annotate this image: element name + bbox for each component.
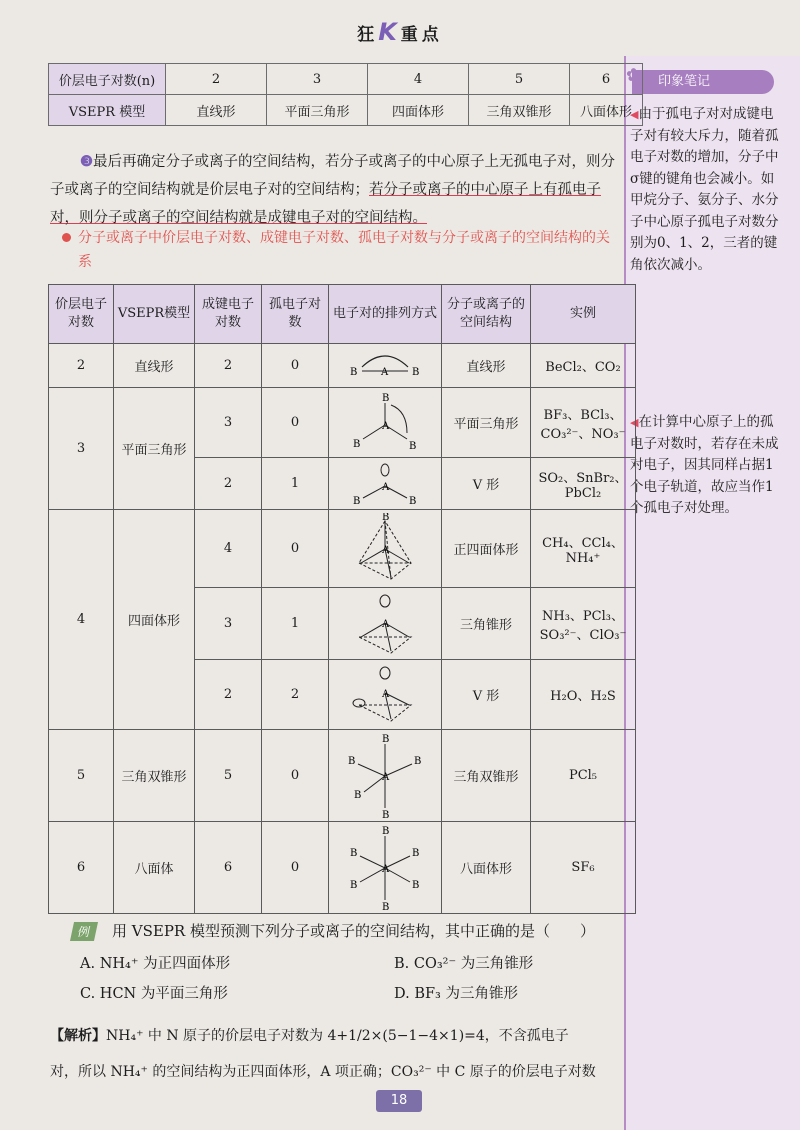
cell: 四面体形 bbox=[368, 95, 469, 126]
header-cell: 价层电子对数 bbox=[54, 297, 107, 330]
cell: 5 bbox=[469, 64, 570, 95]
page-header: 狂K重点 bbox=[357, 18, 443, 46]
cell: BeCl₂、CO₂ bbox=[531, 344, 636, 388]
header-cell: 孤电子对数 bbox=[268, 297, 321, 330]
cell: 三角双锥形 bbox=[114, 730, 195, 822]
cell: CH₄、CCl₄、NH₄⁺ bbox=[531, 510, 636, 588]
bent-arrangement-diagram bbox=[329, 458, 442, 510]
atom-a-label: A bbox=[382, 618, 390, 630]
atom-b-label: B bbox=[412, 847, 420, 859]
atom-b-label: B bbox=[350, 879, 358, 891]
atom-b-label: B bbox=[412, 366, 420, 378]
atom-a-label: A bbox=[382, 420, 390, 432]
row-head: VSEPR 模型 bbox=[49, 95, 166, 126]
cell: 2 bbox=[195, 458, 262, 510]
bipyramidal-diagram-svg bbox=[340, 734, 430, 818]
question-text: 用 VSEPR 模型预测下列分子或离子的空间结构，其中正确的是（ ） bbox=[112, 922, 595, 940]
analysis-block bbox=[50, 1018, 622, 1090]
bent-tetrahedral-svg bbox=[345, 663, 425, 727]
vsepr-summary-table bbox=[48, 63, 643, 126]
cell: 八面体 bbox=[114, 822, 195, 914]
linear-arrangement-diagram bbox=[329, 344, 442, 388]
analysis-line: NH₄⁺ 中 N 原子的价层电子对数为 4+1/2×(5−1−4×1)=4，不含孤电子 bbox=[106, 1028, 569, 1044]
cell: 三角锥形 bbox=[442, 588, 531, 660]
page-number: 18 bbox=[376, 1090, 422, 1112]
cell: 平面三角形 bbox=[267, 95, 368, 126]
atom-b-label: B bbox=[414, 755, 422, 767]
atom-b-label: B bbox=[409, 495, 417, 506]
atom-b-label: B bbox=[350, 366, 358, 378]
bipyramidal-arrangement-diagram bbox=[329, 730, 442, 822]
cell: 2 bbox=[166, 64, 267, 95]
cell: 6 bbox=[49, 822, 114, 914]
cell: 0 bbox=[262, 822, 329, 914]
trigonal-arrangement-diagram bbox=[329, 388, 442, 458]
octahedral-arrangement-diagram bbox=[329, 822, 442, 914]
example-badge: 例 bbox=[70, 922, 98, 941]
cell: SF₆ bbox=[531, 822, 636, 914]
bent-tetrahedral-diagram bbox=[329, 660, 442, 730]
side-note-1: ◀由于孤电子对对成键电子对有较大斥力，随着孤电子对数的增加，分子中σ键的键角也会减小。如甲烷分子、氨分子、水分子中心原子孤电子对数分别为0、1、2，三者的键角依次减小。 bbox=[630, 106, 779, 273]
header-cell: 电子对的排列方式 bbox=[332, 306, 437, 321]
table-row bbox=[49, 510, 636, 588]
cell: 0 bbox=[262, 344, 329, 388]
atom-a-label: A bbox=[382, 481, 390, 493]
cell: 2 bbox=[262, 660, 329, 730]
vsepr-relation-table bbox=[48, 284, 639, 914]
atom-b-label: B bbox=[354, 789, 362, 801]
cell: V 形 bbox=[442, 458, 531, 510]
cell: 1 bbox=[262, 588, 329, 660]
option-d: D. BF₃ 为三角锥形 bbox=[394, 986, 518, 1002]
cell: H₂O、H₂S bbox=[531, 660, 636, 730]
cell: PCl₅ bbox=[531, 730, 636, 822]
table-row bbox=[49, 388, 636, 458]
header-cell: 成键电子对数 bbox=[201, 297, 254, 330]
atom-a-label: A bbox=[382, 771, 390, 783]
tetrahedral-diagram-svg bbox=[345, 513, 425, 585]
cell: 平面三角形 bbox=[114, 388, 195, 510]
atom-b-label: B bbox=[350, 847, 358, 859]
analysis-label: 【解析】 bbox=[50, 1028, 106, 1044]
triangle-icon: ◀ bbox=[630, 108, 639, 121]
atom-a-label: A bbox=[382, 544, 390, 556]
atom-b-label: B bbox=[412, 879, 420, 891]
side-note-2: ◀在计算中心原子上的孤电子对数时，若存在未成对电子，因其同样占据1个电子轨道，故应当作1个孤电子对处理。 bbox=[630, 414, 779, 516]
analysis-line: 对，所以 NH₄⁺ 的空间结构为正四面体形，A 项正确；CO₃²⁻ 中 C 原子的价层电子对数 bbox=[50, 1064, 596, 1080]
atom-b-label: B bbox=[382, 809, 390, 818]
trigonal-diagram-svg bbox=[345, 391, 425, 455]
atom-a-label: A bbox=[382, 863, 390, 875]
cell: NH₃、PCl₃、SO₃²⁻、ClO₃⁻ bbox=[531, 588, 636, 660]
linear-diagram-svg bbox=[340, 349, 430, 383]
step-number: ❸ bbox=[80, 153, 93, 170]
badge-decoration-icon: ✿ bbox=[626, 65, 642, 86]
cell: 4 bbox=[49, 510, 114, 730]
cell: 正四面体形 bbox=[442, 510, 531, 588]
atom-a-label: A bbox=[381, 366, 389, 378]
cell: 6 bbox=[195, 822, 262, 914]
cell: SO₂、SnBr₂、PbCl₂ bbox=[531, 458, 636, 510]
header-cell: 分子或离子的空间结构 bbox=[446, 297, 525, 330]
atom-b-label: B bbox=[348, 755, 356, 767]
header-cell: 实例 bbox=[569, 306, 596, 321]
section-subheading: 分子或离子中价层电子对数、成键电子对数、孤电子对数与分子或离子的空间结构的关系 bbox=[78, 226, 623, 274]
header-cell: VSEPR模型 bbox=[117, 306, 191, 321]
cell: 4 bbox=[195, 510, 262, 588]
cell: 0 bbox=[262, 510, 329, 588]
cell: 3 bbox=[195, 388, 262, 458]
cell: 3 bbox=[267, 64, 368, 95]
cell: 0 bbox=[262, 730, 329, 822]
table-row bbox=[49, 344, 636, 388]
atom-b-label: B bbox=[353, 438, 361, 450]
cell: 5 bbox=[195, 730, 262, 822]
cell: 2 bbox=[195, 344, 262, 388]
cell: 直线形 bbox=[166, 95, 267, 126]
cell: 2 bbox=[49, 344, 114, 388]
cell: V 形 bbox=[442, 660, 531, 730]
option-b: B. CO₃²⁻ 为三角锥形 bbox=[394, 956, 534, 972]
notes-badge: ✿ 印象笔记 bbox=[632, 70, 774, 94]
cell: 四面体形 bbox=[114, 510, 195, 730]
cell: 平面三角形 bbox=[442, 388, 531, 458]
cell: 3 bbox=[195, 588, 262, 660]
option-c: C. HCN 为平面三角形 bbox=[80, 986, 228, 1002]
table-row bbox=[49, 730, 636, 822]
cell: 三角双锥形 bbox=[442, 730, 531, 822]
body-paragraph: ❸最后再确定分子或离子的空间结构，若分子或离子的中心原子上无孤电子对，则分子或离子的空间结构就是价层电子对的空间结构；若分子或离子的中心原子上有孤电子对，则分子或离子的空间结构就是成键电子对的空间结构。 bbox=[50, 153, 615, 226]
cell: 4 bbox=[368, 64, 469, 95]
atom-b-label: B bbox=[382, 733, 390, 745]
cell: 直线形 bbox=[442, 344, 531, 388]
cell: 三角双锥形 bbox=[469, 95, 570, 126]
cell: 1 bbox=[262, 458, 329, 510]
cell: BF₃、BCl₃、CO₃²⁻、NO₃⁻ bbox=[531, 388, 636, 458]
atom-b-label: B bbox=[409, 440, 417, 452]
cell: 2 bbox=[195, 660, 262, 730]
pyramidal-arrangement-diagram bbox=[329, 588, 442, 660]
underlined-text: 若分子或离子的中心原子上有孤电子对，则分子或离子的空间结构就是成键电子对的空间结构。 bbox=[50, 182, 601, 226]
bent-diagram-svg bbox=[345, 462, 425, 506]
octahedral-diagram-svg bbox=[340, 826, 430, 910]
bullet-icon bbox=[62, 233, 71, 242]
cell: 八面体形 bbox=[570, 95, 643, 126]
table-row bbox=[49, 822, 636, 914]
cell: 6 bbox=[570, 64, 643, 95]
option-a: A. NH₄⁺ 为正四面体形 bbox=[80, 956, 231, 972]
cell: 0 bbox=[262, 388, 329, 458]
atom-b-label: B bbox=[382, 901, 390, 910]
atom-a-label: A bbox=[382, 688, 390, 700]
example-question bbox=[72, 920, 622, 941]
cell: 3 bbox=[49, 388, 114, 510]
cell: 八面体形 bbox=[442, 822, 531, 914]
tetrahedral-arrangement-diagram bbox=[329, 510, 442, 588]
triangle-icon: ◀ bbox=[630, 416, 639, 429]
atom-b-label: B bbox=[382, 392, 390, 404]
atom-b-label: B bbox=[382, 512, 390, 523]
row-head: 价层电子对数(n) bbox=[49, 64, 166, 95]
atom-b-label: B bbox=[353, 495, 361, 506]
cell: 直线形 bbox=[114, 344, 195, 388]
cell: 5 bbox=[49, 730, 114, 822]
pyramidal-diagram-svg bbox=[345, 591, 425, 657]
atom-b-label: B bbox=[382, 825, 390, 837]
